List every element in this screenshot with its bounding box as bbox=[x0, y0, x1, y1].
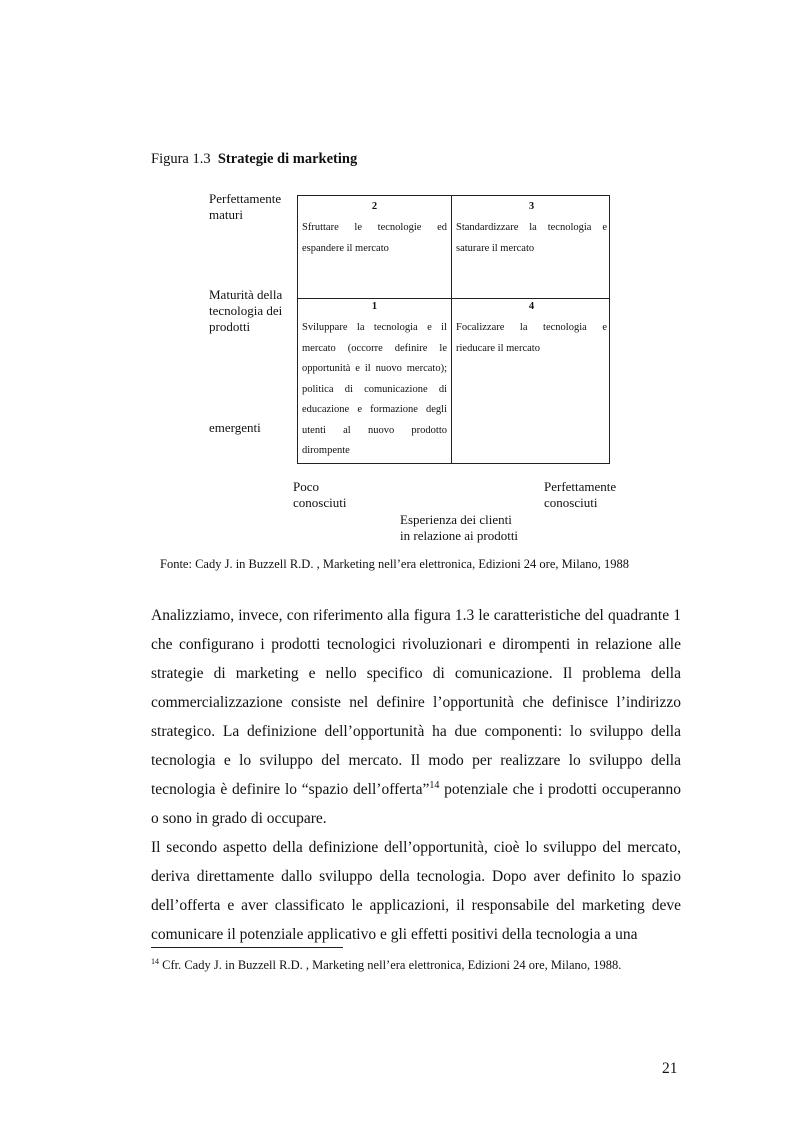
y-axis-top-label bbox=[209, 191, 281, 222]
x-axis-left-label-line2: conosciuti bbox=[293, 495, 347, 510]
body-text bbox=[151, 601, 681, 949]
strategy-matrix bbox=[297, 195, 610, 464]
quadrant-4 bbox=[456, 300, 607, 359]
y-axis-top-label-line1: Perfettamente bbox=[209, 191, 282, 206]
x-axis-right-label-line1: Perfettamente bbox=[544, 479, 617, 494]
quadrant-1 bbox=[302, 300, 447, 462]
quadrant-1-text: Sviluppare la tecnologia e il mercato (occorre definire le opportunità e il nuovo mercato); politica di comunicazione di educazione e formazione degli utenti al nuovo prodotto dirompente bbox=[302, 322, 447, 456]
quadrant-2-text: Sfruttare le tecnologie ed espandere il mercato bbox=[302, 222, 447, 254]
quadrant-4-number: 4 bbox=[528, 301, 535, 312]
x-axis-left-label bbox=[293, 479, 346, 510]
y-axis-title-line1: Maturità della bbox=[209, 287, 283, 302]
paragraph-2: Il secondo aspetto della definizione dell’opportunità, cioè lo sviluppo del mercato, deriva direttamente dallo sviluppo della tecnologia. Dopo aver definito lo spazio dell’offerta e aver classificato le applicazioni, il responsabile del marketing deve comunicare il potenziale applicativo e gli effetti positivi della tecnologia a una bbox=[151, 839, 681, 943]
x-axis-right-label bbox=[544, 479, 616, 510]
matrix-vertical-divider bbox=[451, 196, 452, 463]
quadrant-3 bbox=[456, 200, 607, 259]
page-number: 21 bbox=[662, 1060, 678, 1077]
matrix-horizontal-divider bbox=[298, 298, 609, 299]
x-axis-title-line1: Esperienza dei clienti bbox=[400, 512, 512, 527]
figure-source: Fonte: Cady J. in Buzzell R.D. , Marketing nell’era elettronica, Edizioni 24 ore, Milano, 1988 bbox=[160, 557, 629, 571]
quadrant-2-number: 2 bbox=[371, 201, 378, 212]
figure-caption-prefix: Figura 1.3 bbox=[151, 151, 211, 167]
y-axis-bottom-label: emergenti bbox=[209, 420, 261, 435]
footnote-divider bbox=[151, 947, 343, 948]
footnote-reference: 14 bbox=[429, 779, 440, 791]
x-axis-title-line2: in relazione ai prodotti bbox=[400, 528, 519, 543]
x-axis-left-label-line1: Poco bbox=[293, 479, 319, 494]
x-axis-right-label-line2: conosciuti bbox=[544, 495, 598, 510]
footnote-text: Cfr. Cady J. in Buzzell R.D. , Marketing nell’era elettronica, Edizioni 24 ore, Milano, 1988. bbox=[159, 958, 622, 973]
quadrant-3-number: 3 bbox=[528, 201, 535, 212]
footnote-number: 14 bbox=[151, 957, 159, 966]
quadrant-2 bbox=[302, 200, 447, 259]
y-axis-title-line3: prodotti bbox=[209, 319, 251, 334]
paragraph-1-text-continued: potenziale che i prodotti occuperanno o sono in grado di occupare. bbox=[151, 781, 681, 827]
paragraph-1-text: Analizziamo, invece, con riferimento alla figura 1.3 le caratteristiche del quadrante 1 che configurano i prodotti tecnologici rivoluzionari e dirompenti in relazione alle strategie di marketing e nello specifico di comunicazione. Il problema della commercializzazione consiste nel definire l’opportunità che definisce l’indirizzo strategico. La definizione dell’opportunità ha due componenti: lo sviluppo della tecnologia e lo sviluppo del mercato. Il modo per realizzare lo sviluppo della tecnologia è definire lo “spazio dell’offerta” bbox=[151, 607, 681, 798]
y-axis-top-label-line2: maturi bbox=[209, 207, 243, 222]
paragraph-1 bbox=[151, 601, 681, 833]
quadrant-4-text: Focalizzare la tecnologia e rieducare il mercato bbox=[456, 322, 607, 354]
x-axis-title bbox=[400, 512, 518, 544]
footnote bbox=[151, 957, 621, 973]
figure-caption-title: Strategie di marketing bbox=[217, 151, 358, 167]
quadrant-1-number: 1 bbox=[371, 301, 378, 312]
quadrant-3-text: Standardizzare la tecnologia e saturare il mercato bbox=[456, 222, 607, 254]
y-axis-title bbox=[209, 287, 282, 335]
figure-caption bbox=[151, 151, 357, 168]
y-axis-title-line2: tecnologia dei bbox=[209, 303, 283, 318]
